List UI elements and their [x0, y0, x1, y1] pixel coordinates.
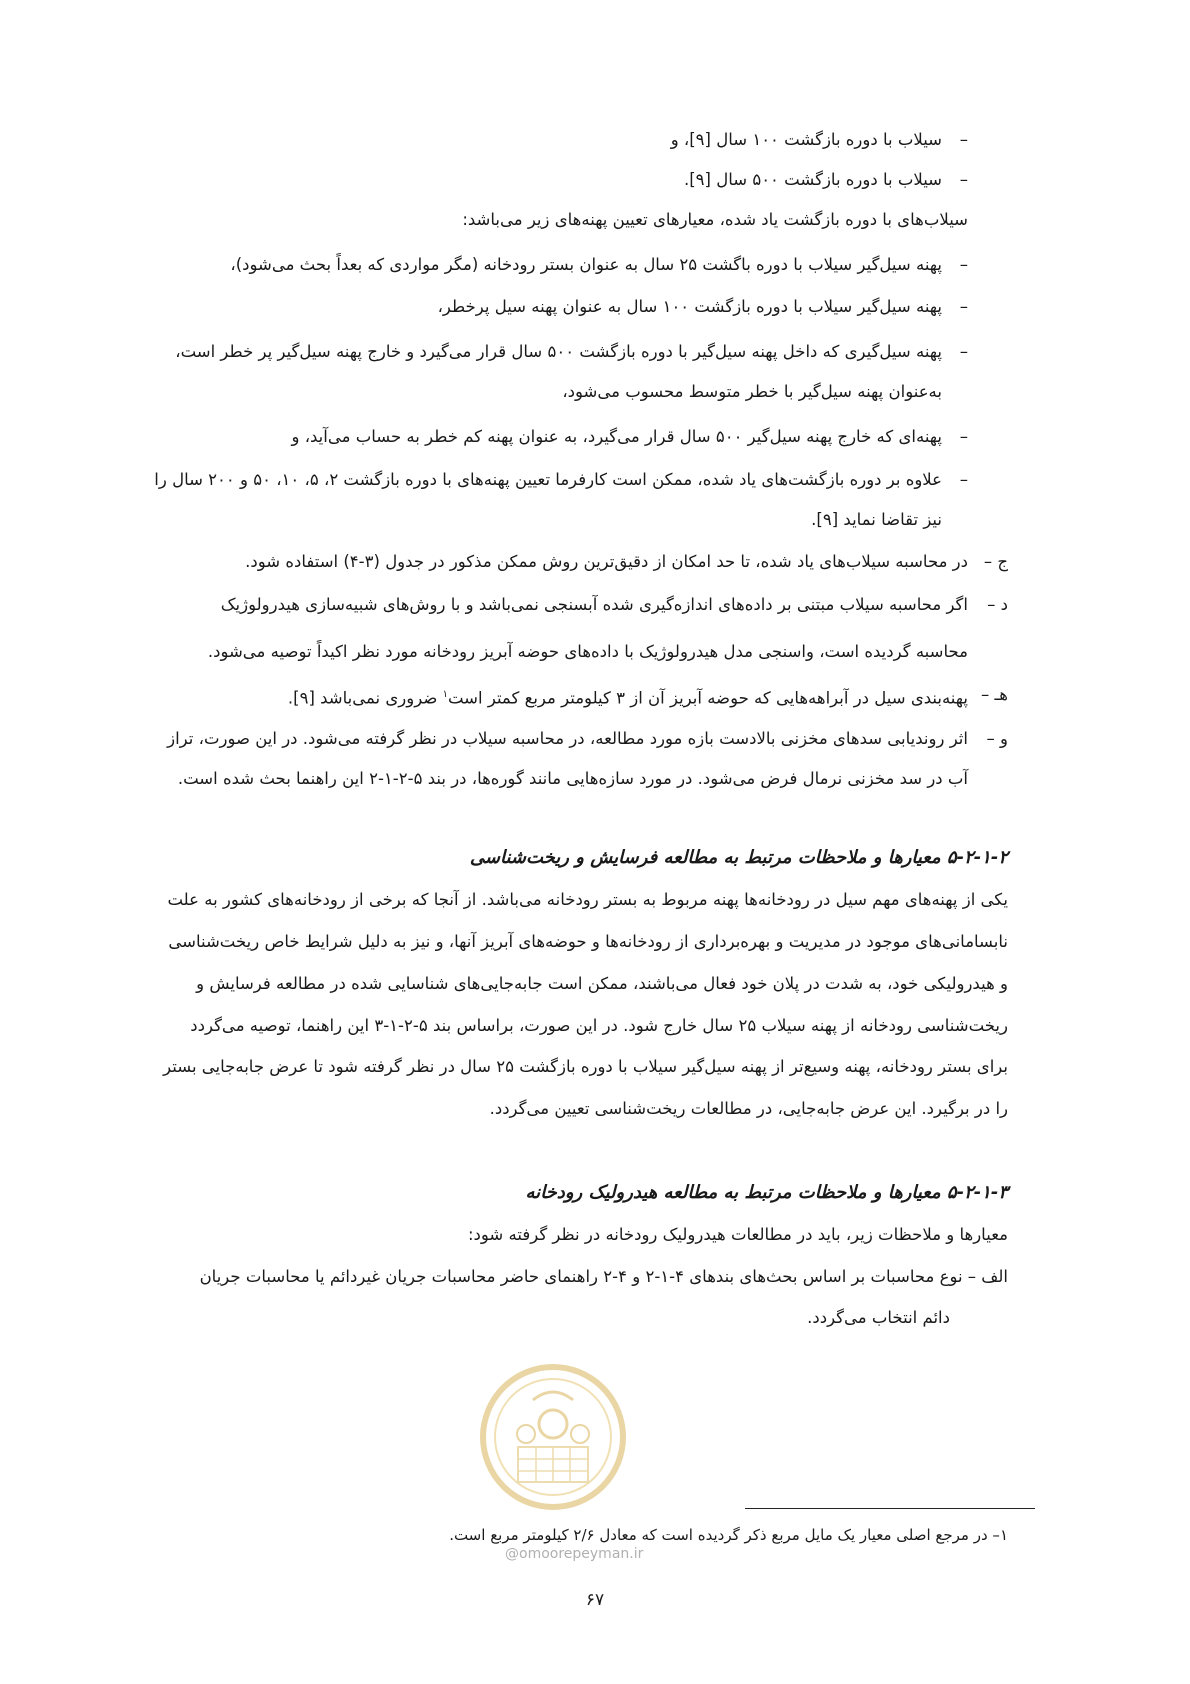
text-line [288, 683, 968, 711]
paragraph-line: الف – نوع محاسبات بر اساس بحث‌های بندهای ۴-۱-۲ و ۴-۲ راهنمای حاضر محاسبات جریان غیردائم یا محاسبات جریان [199, 1267, 1008, 1286]
text-line: علاوه بر دوره بازگشت‌های یاد شده، ممکن است کارفرما تعیین پهنه‌های با دوره بازگشت ۲، ۵، ۱۰، ۵۰ و ۲۰۰ سال را [154, 470, 942, 489]
paragraph-line: دائم انتخاب می‌گردد. [807, 1308, 950, 1327]
text-line: سیلاب با دوره بازگشت ۵۰۰ سال [۹]. [683, 170, 942, 189]
text-line: نیز تقاضا نماید [۹]. [811, 510, 942, 529]
text-line: پهنه سیل‌گیر سیلاب با دوره باگشت ۲۵ سال به عنوان بستر رودخانه (مگر مواردی که بعداً بحث می‌شود)، [230, 255, 942, 274]
item-marker-he: هـ – [980, 685, 1008, 704]
dash-marker: – [959, 342, 968, 361]
text-segment: ضروری نمی‌باشد [۹]. [287, 688, 443, 708]
footnote-ref: ۱ [442, 689, 448, 700]
footnote: ۱– در مرجع اصلی معیار یک مایل مربع ذکر گردیده است که معادل ۲/۶ کیلومتر مربع است. [449, 1526, 1008, 1544]
dash-marker: – [959, 170, 968, 189]
dash-marker: – [959, 427, 968, 446]
paragraph-line: ریخت‌شناسی رودخانه از پهنه سیلاب ۲۵ سال خارج شود. در این صورت، براساس بند ۵-۲-۱-۳ این راهنما، توصیه می‌گردد [190, 1016, 1008, 1035]
footnote-separator [745, 1508, 1035, 1509]
dash-marker: – [959, 297, 968, 316]
paragraph-line: را در برگیرد. این عرض جابه‌جایی، در مطالعات ریخت‌شناسی تعیین می‌گردد. [489, 1099, 1008, 1118]
paragraph-line: و هیدرولیکی خود، به شدت در پلان خود فعال می‌باشند، ممکن است جابه‌جایی‌های شناسایی شده در مطالعه فرسایش و [196, 974, 1008, 993]
text-line: پهنه سیل‌گیر سیلاب با دوره بازگشت ۱۰۰ سال به عنوان پهنه سیل پرخطر، [437, 297, 942, 316]
section-heading: ۵-۲-۱-۲ معیارها و ملاحظات مرتبط به مطالعه فرسایش و ریخت‌شناسی [469, 847, 1008, 868]
text-line: پهنه سیل‌گیری که داخل پهنه سیل‌گیر با دوره بازگشت ۵۰۰ سال قرار می‌گیرد و خارج پهنه سیل‌گیر پر خطر است، [175, 342, 942, 361]
section-heading: ۵-۲-۱-۳ معیارها و ملاحظات مرتبط به مطالعه هیدرولیک رودخانه [525, 1182, 1008, 1203]
page-number: ۶۷ [585, 1590, 605, 1610]
text-line: اثر روندیابی سدهای مخزنی بالادست بازه مورد مطالعه، در محاسبه سیلاب در نظر گرفته می‌شود. در این صورت، تراز [167, 729, 968, 748]
watermark-logo [478, 1362, 628, 1512]
item-marker-vav: و – [986, 729, 1008, 748]
text-line: در محاسبه سیلاب‌های یاد شده، تا حد امکان از دقیق‌ترین روش ممکن مذکور در جدول (۳-۴) استفاده شود. [245, 552, 968, 571]
watermark-text: @omoorepeyman.ir [505, 1546, 644, 1562]
item-marker-dal: د – [987, 595, 1008, 614]
paragraph-line: نابسامانی‌های موجود در مدیریت و بهره‌برداری از رودخانه‌ها و حوضه‌های آبریز آنها، و نیز به دلیل شرایط خاص ریخت‌شناسی [168, 932, 1008, 951]
text-line: اگر محاسبه سیلاب مبتنی بر داده‌های اندازه‌گیری شده آبسنجی نمی‌باشد و با روش‌های شبیه‌سازی هیدرولوژیک [220, 595, 968, 614]
dash-marker: – [959, 470, 968, 489]
item-marker-jim: ج – [983, 552, 1008, 571]
text-segment: پهنه‌بندی سیل در آبراهه‌هایی که حوضه آبریز آن از ۳ کیلومتر مربع کمتر است [447, 688, 968, 708]
text-line: سیلاب‌های با دوره بازگشت یاد شده، معیارهای تعیین پهنه‌های زیر می‌باشد: [462, 210, 968, 229]
dash-marker: – [959, 255, 968, 274]
text-line: محاسبه گردیده است، واسنجی مدل هیدرولوژیک با داده‌های حوضه آبریز رودخانه مورد نظر اکیداً توصیه می‌شود. [207, 642, 968, 661]
text-line: پهنه‌ای که خارج پهنه سیل‌گیر ۵۰۰ سال قرار می‌گیرد، به عنوان پهنه کم خطر به حساب می‌آید، و [291, 427, 942, 446]
paragraph-line: معیارها و ملاحظات زیر، باید در مطالعات هیدرولیک رودخانه در نظر گرفته شود: [468, 1225, 1008, 1244]
text-line: سیلاب با دوره بازگشت ۱۰۰ سال [۹]، و [670, 130, 942, 149]
text-line: آب در سد مخزنی نرمال فرض می‌شود. در مورد سازه‌هایی مانند گوره‌ها، در بند ۵-۲-۱-۲ این راهنما بحث شده است. [177, 769, 968, 788]
dash-marker: – [959, 130, 968, 149]
text-line: به‌عنوان پهنه سیل‌گیر با خطر متوسط محسوب می‌شود، [562, 382, 942, 401]
paragraph-line: یکی از پهنه‌های مهم سیل در رودخانه‌ها پهنه مربوط به بستر رودخانه می‌باشد. از آنجا که برخی از رودخانه‌های کشور به علت [167, 890, 1008, 909]
paragraph-line: برای بستر رودخانه، پهنه وسیع‌تر از پهنه سیل‌گیر سیلاب با دوره بازگشت ۲۵ سال در نظر گرفته شود تا عرض جابه‌جایی بستر [163, 1057, 1008, 1076]
